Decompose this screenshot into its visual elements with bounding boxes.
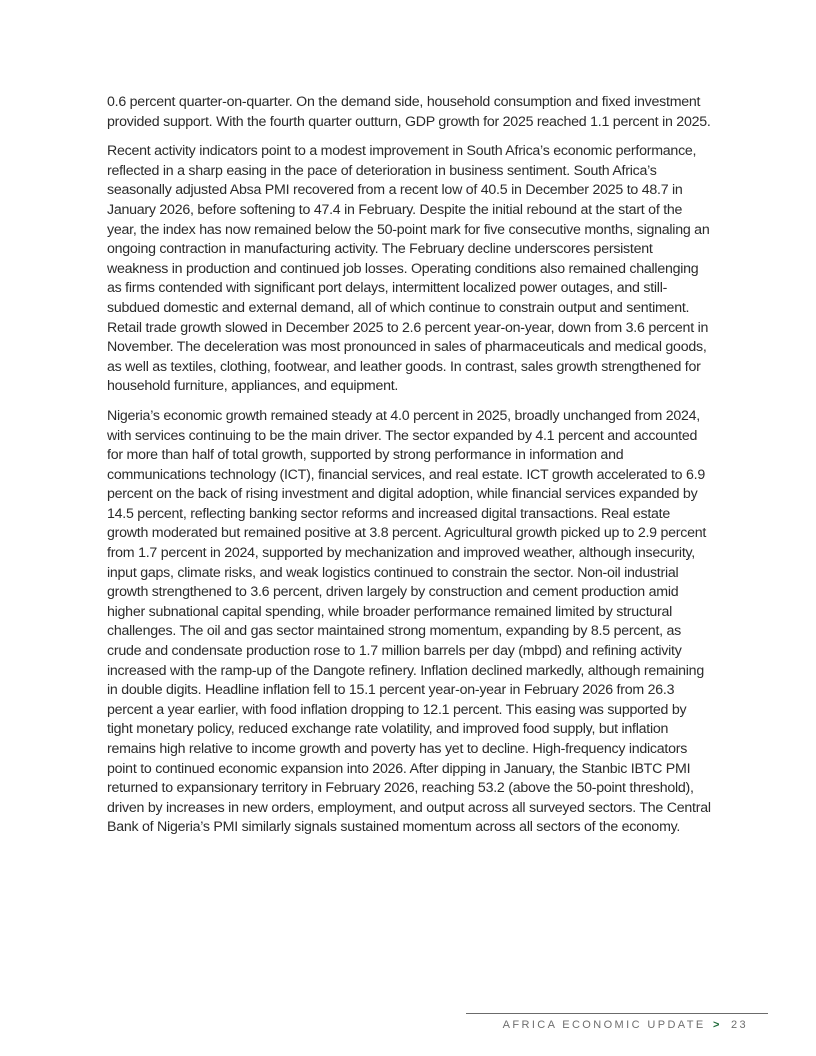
page-number: 23 — [730, 1019, 748, 1031]
page-footer — [466, 1019, 748, 1031]
paragraph-gdp-outturn: 0.6 percent quarter-on-quarter. On the demand side, household consumption and fixed investment provided support. With the fourth quarter outturn, GDP growth for 2025 reached 1.1 percent in 2025. — [107, 94, 711, 130]
paragraph-south-africa: Recent activity indicators point to a modest improvement in South Africa’s economic performance, reflected in a sharp easing in the pace of deterioration in business sentiment. South Africa’s seasonally adjusted Absa PMI recovered from a recent low of 40.5 in December 2025 to 48.7 in January 2026, before softening to 47.4 in February. Despite the initial rebound at the start of the year, the index has now remained below the 50-point mark for five consecutive months, signaling an ongoing contraction in manufacturing activity. The February decline underscores persistent weakness in production and continued job losses. Operating conditions also remained challenging as firms contended with significant port delays, intermittent localized power outages, and still-subdued domestic and external demand, all of which continue to constrain output and sentiment. Retail trade growth slowed in December 2025 to 2.6 percent year-on-year, down from 3.6 percent in November. The deceleration was most pronounced in sales of pharmaceuticals and medical goods, as well as textiles, clothing, footwear, and leather goods. In contrast, sales growth strengthened for household furniture, appliances, and equipment. — [107, 143, 710, 395]
body-text — [107, 93, 713, 848]
chevron-right-icon: > — [713, 1019, 720, 1031]
paragraph-nigeria: Nigeria’s economic growth remained steady at 4.0 percent in 2025, broadly unchanged from 2024, with services continuing to be the main driver. The sector expanded by 4.1 percent and accounted for more than half of total growth, supported by strong performance in information and communications technology (ICT), financial services, and real estate. ICT growth accelerated to 6.9 percent on the back of rising investment and digital adoption, while financial services expanded by 14.5 percent, reflecting banking sector reforms and increased digital transactions. Real estate growth moderated but remained positive at 3.8 percent. Agricultural growth picked up to 2.9 percent from 1.7 percent in 2024, supported by mechanization and improved weather, although insecurity, input gaps, climate risks, and weak logistics continued to constrain the sector. Non-oil industrial growth strengthened to 3.6 percent, driven largely by construction and cement production amid higher subnational capital spending, while broader performance remained limited by structural challenges. The oil and gas sector maintained strong momentum, expanding by 8.5 percent, as crude and condensate production rose to 1.7 million barrels per day (mbpd) and refining activity increased with the ramp-up of the Dangote refinery. Inflation declined markedly, although remaining in double digits. Headline inflation fell to 15.1 percent year-on-year in February 2026 from 26.3 percent a year earlier, with food inflation dropping to 12.1 percent. This easing was supported by tight monetary policy, reduced exchange rate volatility, and improved food supply, but inflation remains high relative to income growth and poverty has yet to decline. High-frequency indicators point to continued economic expansion into 2026. After dipping in January, the Stanbic IBTC PMI returned to expansionary territory in February 2026, reaching 53.2 (above the 50-point threshold), driven by increases in new orders, employment, and output across all surveyed sectors. The Central Bank of Nigeria’s PMI similarly signals sustained momentum across all sectors of the economy. — [107, 407, 711, 836]
publication-title: AFRICA ECONOMIC UPDATE — [502, 1019, 706, 1031]
footer-divider — [466, 1013, 768, 1014]
